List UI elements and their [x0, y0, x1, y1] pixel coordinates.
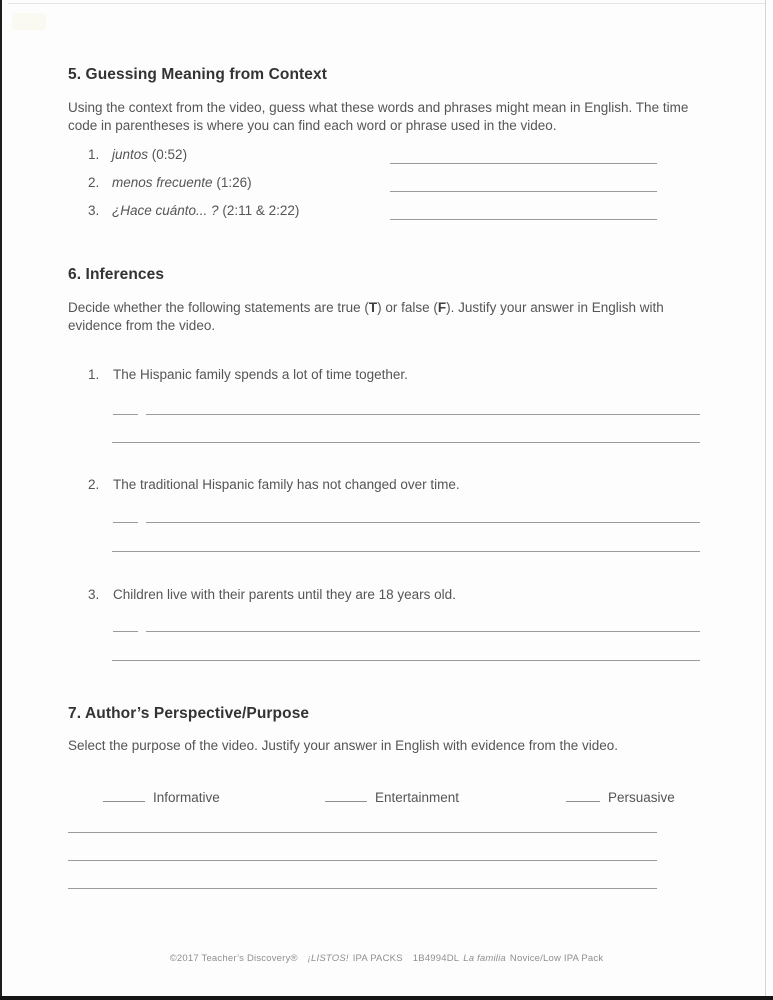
video-title: La familia: [463, 953, 506, 964]
purpose-options: [0, 789, 773, 809]
section-6-heading: 6. Inferences: [68, 266, 165, 283]
tf-blank: [113, 507, 138, 523]
option-blank: [103, 789, 145, 802]
option-informative: [103, 789, 220, 805]
spanish-term: ¿Hace cuánto... ?: [112, 203, 219, 218]
vocab-item: [0, 203, 773, 223]
section-6-instructions: [68, 299, 696, 336]
option-label: Informative: [153, 790, 220, 805]
item-number-text: 1B4994DL: [412, 953, 460, 964]
copyright-text: ©2017 Teacher’s Discovery®: [169, 953, 298, 964]
vocab-term: [112, 175, 252, 190]
item-number: 1.: [88, 367, 100, 382]
item-number: 3.: [88, 203, 100, 218]
option-persuasive: [566, 789, 675, 805]
evidence-line: [146, 507, 700, 523]
false-letter: F: [437, 300, 447, 315]
tf-blank: [113, 399, 138, 415]
tf-blank: [113, 616, 138, 632]
statement-text: The traditional Hispanic family has not changed over time.: [113, 477, 460, 492]
pack-level: Novice/Low IPA Pack: [509, 953, 604, 964]
evidence-line: [146, 616, 700, 632]
option-entertainment: [325, 789, 459, 805]
instructions-text: ). Justify your answer in English with evidence from the video.: [68, 300, 664, 334]
vocab-term: [112, 203, 299, 218]
answer-blank: [390, 147, 657, 164]
scan-edge-bottom: [0, 996, 773, 1000]
time-code: (0:52): [151, 147, 188, 162]
evidence-line: [112, 427, 700, 443]
evidence-line: [112, 536, 700, 552]
scan-edge-top: [8, 3, 765, 4]
page-footer: [0, 953, 773, 964]
section-5-heading: 5. Guessing Meaning from Context: [68, 66, 327, 83]
statement-text: The Hispanic family spends a lot of time together.: [113, 367, 408, 382]
series-name: ¡LISTOS!: [307, 953, 349, 964]
evidence-line: [146, 399, 700, 415]
time-code: (2:11 & 2:22): [222, 203, 300, 218]
item-number: 2.: [88, 477, 100, 492]
vocab-item: [0, 175, 773, 195]
option-label: Persuasive: [608, 790, 675, 805]
corner-tag: [12, 13, 46, 30]
justification-line: [68, 845, 657, 861]
justification-line: [68, 817, 657, 833]
instructions-text: Decide whether the following statements are true (: [68, 300, 369, 315]
item-number: 3.: [88, 587, 100, 602]
option-label: Entertainment: [375, 790, 460, 805]
answer-blank: [390, 175, 657, 192]
time-code: (1:26): [216, 175, 252, 190]
true-letter: T: [368, 300, 378, 315]
item-number: 2.: [88, 175, 100, 190]
vocab-term: [112, 147, 187, 162]
instructions-text: ) or false (: [377, 300, 438, 315]
spanish-term: menos frecuente: [112, 175, 213, 190]
vocab-item: [0, 147, 773, 167]
spanish-term: juntos: [112, 147, 149, 162]
answer-blank: [390, 203, 657, 220]
section-7-instructions: Select the purpose of the video. Justify your answer in English with evidence from the video.: [68, 738, 619, 753]
justification-line: [68, 873, 657, 889]
statement-text: Children live with their parents until they are 18 years old.: [113, 587, 456, 602]
section-5-instructions: Using the context from the video, guess what these words and phrases might mean in English. The time code in parentheses is where you can find each word or phrase used in the video.: [68, 100, 689, 134]
series-suffix: IPA PACKS: [352, 953, 403, 964]
evidence-line: [112, 645, 700, 661]
section-7-heading: 7. Author’s Perspective/Purpose: [68, 705, 310, 722]
option-blank: [325, 789, 367, 802]
option-blank: [566, 789, 600, 802]
item-number: 1.: [88, 147, 100, 162]
